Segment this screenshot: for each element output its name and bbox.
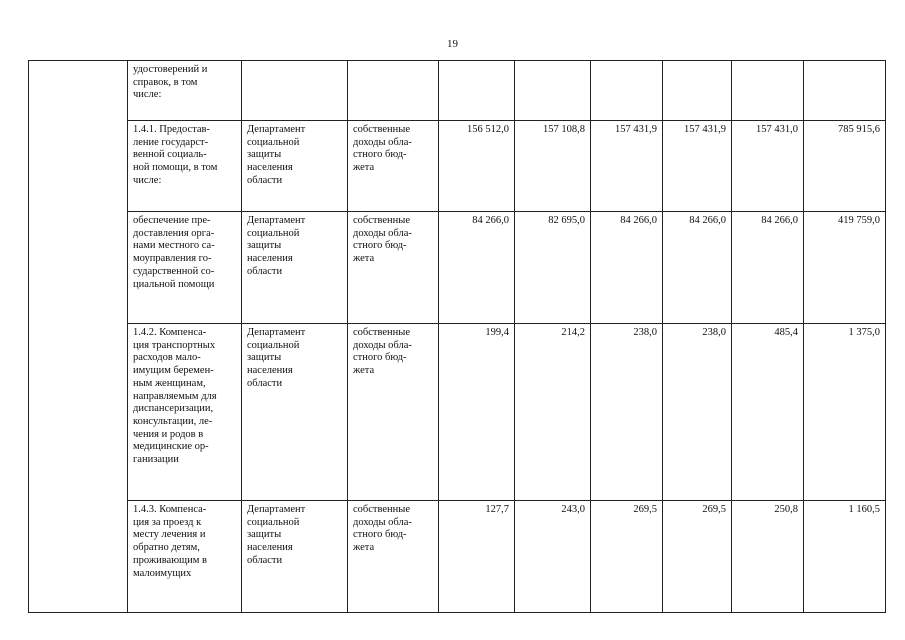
value-cell-2 (515, 61, 591, 121)
value-cell-3: 157 431,9 (591, 121, 663, 212)
description-cell: 1.4.1. Предостав- ление государст- венной социаль- ной помощи, в том числе: (128, 121, 242, 212)
value-cell-5: 485,4 (732, 324, 804, 501)
department-cell: Департамент социальной защиты населения области (242, 212, 348, 324)
budget-table (28, 60, 886, 613)
value-cell-total: 785 915,6 (804, 121, 886, 212)
item-number-cell (29, 61, 128, 613)
department-cell: Департамент социальной защиты населения области (242, 121, 348, 212)
funding-source-cell: собственные доходы обла- стного бюд- жета (348, 121, 439, 212)
value-cell-2: 243,0 (515, 501, 591, 613)
value-cell-2: 214,2 (515, 324, 591, 501)
table-row (29, 212, 886, 324)
table-row (29, 501, 886, 613)
value-cell-total: 1 375,0 (804, 324, 886, 501)
table-row (29, 61, 886, 121)
department-cell (242, 61, 348, 121)
value-cell-2: 82 695,0 (515, 212, 591, 324)
funding-source-cell (348, 61, 439, 121)
value-cell-total (804, 61, 886, 121)
value-cell-1: 84 266,0 (439, 212, 515, 324)
value-cell-3: 238,0 (591, 324, 663, 501)
description-cell: обеспечение пре- доставления орга- нами местного са- моуправления го- сударственной со- циальной помощи (128, 212, 242, 324)
value-cell-4: 269,5 (663, 501, 732, 613)
funding-source-cell: собственные доходы обла- стного бюд- жета (348, 501, 439, 613)
page-number: 19 (447, 38, 458, 50)
value-cell-4 (663, 61, 732, 121)
department-cell: Департамент социальной защиты населения области (242, 501, 348, 613)
value-cell-1: 199,4 (439, 324, 515, 501)
value-cell-5: 250,8 (732, 501, 804, 613)
funding-source-cell: собственные доходы обла- стного бюд- жета (348, 324, 439, 501)
funding-source-cell: собственные доходы обла- стного бюд- жета (348, 212, 439, 324)
value-cell-1: 156 512,0 (439, 121, 515, 212)
value-cell-5: 84 266,0 (732, 212, 804, 324)
value-cell-total: 419 759,0 (804, 212, 886, 324)
value-cell-4: 157 431,9 (663, 121, 732, 212)
value-cell-3: 84 266,0 (591, 212, 663, 324)
value-cell-3 (591, 61, 663, 121)
description-cell: 1.4.2. Компенса- ция транспортных расходов мало- имущим беремен- ным женщинам, направляемым для диспансеризации, консультации, ле- чения и родов в медицинские ор- ганизации (128, 324, 242, 501)
description-cell: удостоверений и справок, в том числе: (128, 61, 242, 121)
value-cell-5: 157 431,0 (732, 121, 804, 212)
value-cell-total: 1 160,5 (804, 501, 886, 613)
value-cell-1: 127,7 (439, 501, 515, 613)
department-cell: Департамент социальной защиты населения области (242, 324, 348, 501)
table-row (29, 121, 886, 212)
value-cell-4: 238,0 (663, 324, 732, 501)
value-cell-5 (732, 61, 804, 121)
value-cell-1 (439, 61, 515, 121)
value-cell-3: 269,5 (591, 501, 663, 613)
value-cell-4: 84 266,0 (663, 212, 732, 324)
value-cell-2: 157 108,8 (515, 121, 591, 212)
description-cell: 1.4.3. Компенса- ция за проезд к месту лечения и обратно детям, проживающим в малоимущих (128, 501, 242, 613)
table-row (29, 324, 886, 501)
